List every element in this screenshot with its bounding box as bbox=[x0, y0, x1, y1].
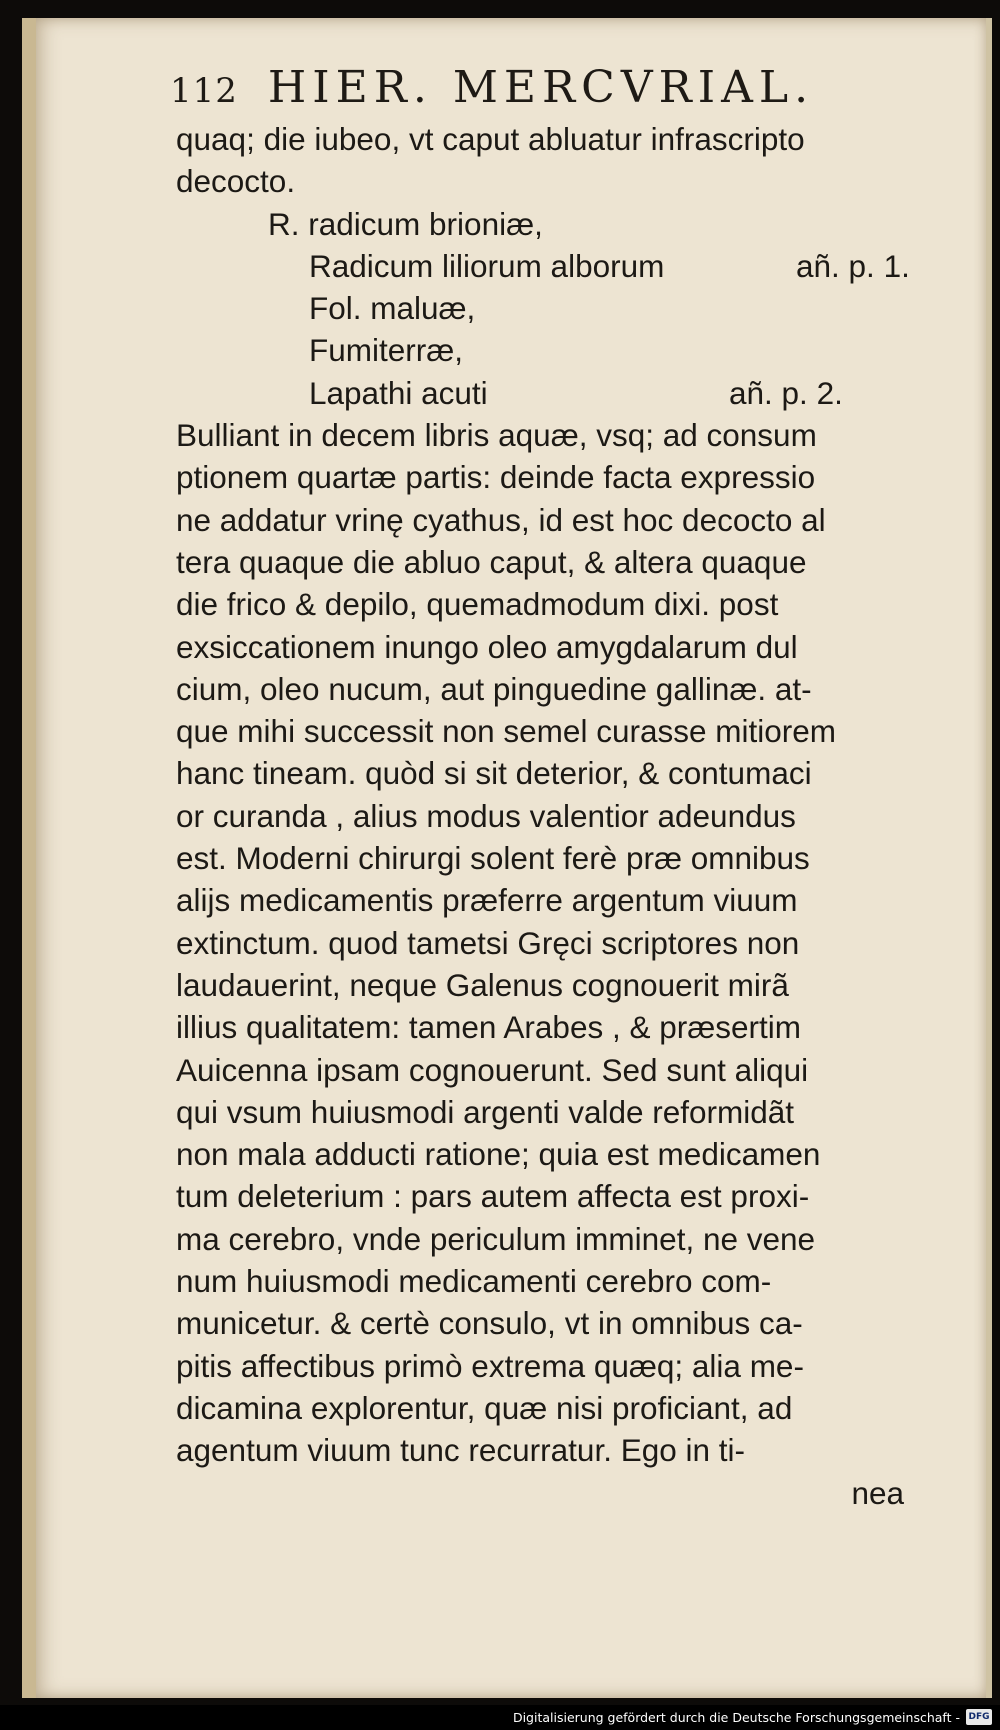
text-line: laudauerint, neque Galenus cognouerit mirã bbox=[176, 966, 789, 1003]
dfg-logo: DFG bbox=[966, 1709, 992, 1725]
ingredient-name: Radicum liliorum alborum bbox=[309, 247, 665, 284]
page-text bbox=[176, 118, 916, 1514]
text-line: est. Moderni chirurgi solent ferè præ omnibus bbox=[176, 840, 810, 877]
text-line: illius qualitatem: tamen Arabes , & præsertim bbox=[176, 1009, 802, 1046]
ingredient-quantity: añ. p. 2. bbox=[729, 374, 843, 411]
text-line: tum deleterium : pars autem affecta est proxi- bbox=[176, 1178, 810, 1215]
footer-bar bbox=[0, 1705, 1000, 1730]
page-number: 112 bbox=[170, 71, 238, 111]
digitization-credit: Digitalisierung gefördert durch die Deutsche Forschungsgemeinschaft - bbox=[512, 1710, 960, 1725]
text-line: cium, oleo nucum, aut pinguedine gallinæ. at- bbox=[176, 670, 812, 707]
text-line: num huiusmodi medicamenti cerebro com- bbox=[176, 1263, 772, 1300]
text-line: qui vsum huiusmodi argenti valde reformidãt bbox=[176, 1093, 795, 1130]
text-line: Bulliant in decem libris aquæ, vsq; ad consum bbox=[176, 417, 817, 454]
ingredient-name: Fumiterræ, bbox=[309, 332, 464, 369]
text-line: Auicenna ipsam cognouerunt. Sed sunt aliqui bbox=[176, 1051, 809, 1088]
text-line: pitis affectibus primò extrema quæq; alia me- bbox=[176, 1347, 804, 1384]
running-title: HIER. MERCVRIAL. bbox=[267, 62, 815, 113]
ingredient-line bbox=[176, 287, 916, 329]
recipe-heading: R. radicum brioniæ, bbox=[268, 205, 543, 242]
ingredient-line bbox=[176, 245, 916, 287]
text-line: tera quaque die abluo caput, & altera quaque bbox=[176, 543, 807, 580]
running-head bbox=[170, 62, 930, 112]
text-line: ma cerebro, vnde periculum imminet, ne vene bbox=[176, 1220, 816, 1257]
text-line: die frico & depilo, quemadmodum dixi. post bbox=[176, 586, 779, 623]
page-edge bbox=[986, 18, 992, 1698]
text-line: non mala adducti ratione; quia est medicamen bbox=[176, 1136, 821, 1173]
text-line: ne addatur vrinę cyathus, id est hoc decocto al bbox=[176, 501, 826, 538]
text-line: quaq; die iubeo, vt caput abluatur infrascripto bbox=[176, 121, 805, 157]
text-line: agentum viuum tunc recurratur. Ego in ti- bbox=[176, 1432, 746, 1469]
ingredient-quantity: añ. p. 1. bbox=[796, 247, 910, 284]
ingredient-name: Fol. maluæ, bbox=[309, 290, 476, 327]
text-line: dicamina explorentur, quæ nisi proficiant, ad bbox=[176, 1389, 793, 1426]
ingredient-name: Lapathi acuti bbox=[309, 374, 488, 411]
text-line: decocto. bbox=[176, 163, 296, 200]
catchword: nea bbox=[851, 1474, 904, 1511]
ingredient-line bbox=[176, 329, 916, 371]
text-line: exsiccationem inungo oleo amygdalarum dul bbox=[176, 628, 798, 665]
ingredient-line bbox=[176, 372, 916, 414]
text-line: hanc tineam. quòd si sit deterior, & contumaci bbox=[176, 755, 812, 792]
text-line: extinctum. quod tametsi Gręci scriptores non bbox=[176, 924, 800, 961]
text-line: ptionem quartæ partis: deinde facta expressio bbox=[176, 459, 816, 496]
text-line: municetur. & certè consulo, vt in omnibus ca- bbox=[176, 1305, 803, 1342]
text-line: or curanda , alius modus valentior adeundus bbox=[176, 797, 796, 834]
text-line: que mihi successit non semel curasse mitiorem bbox=[176, 713, 836, 750]
text-line: alijs medicamentis præferre argentum viuum bbox=[176, 882, 798, 919]
